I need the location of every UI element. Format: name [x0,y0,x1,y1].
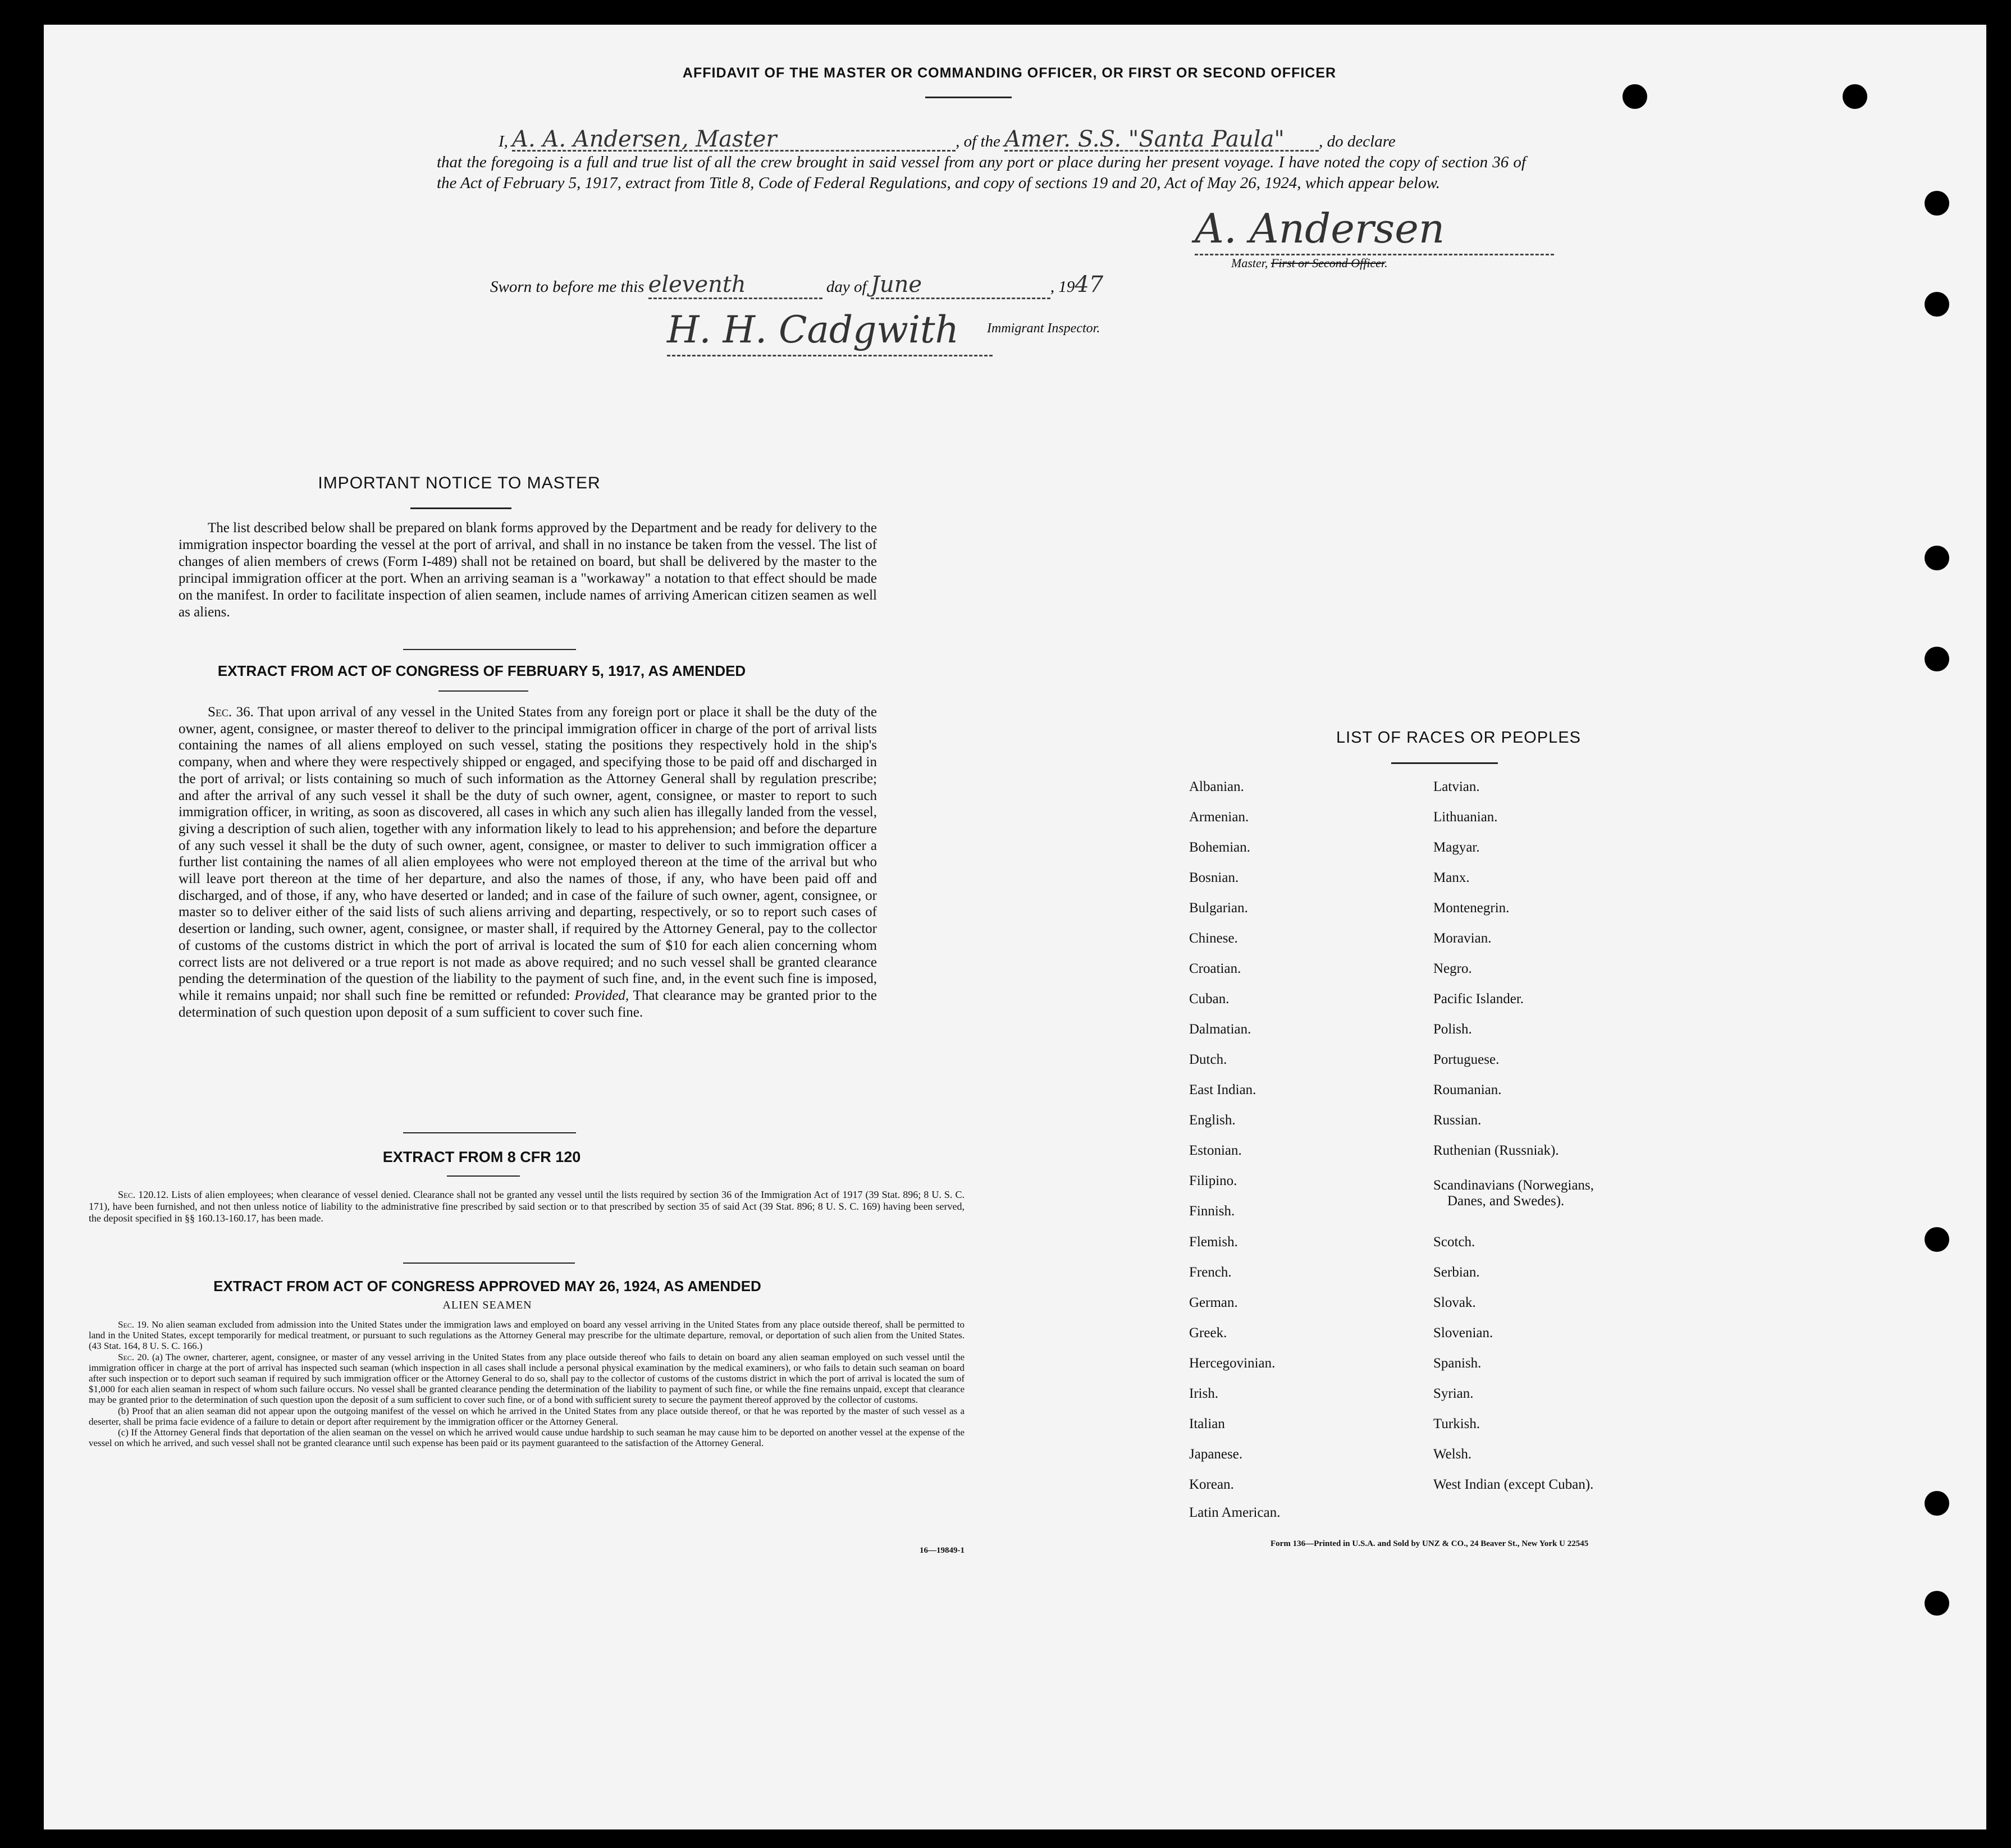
divider [447,1175,520,1177]
sworn-line [490,272,1103,299]
race-item: Bohemian. [1189,840,1251,855]
extract-1924-subtitle: ALIEN SEAMEN [442,1299,532,1311]
race-item: Danes, and Swedes). [1447,1193,1565,1209]
punch-hole [1925,546,1949,570]
race-item: Chinese. [1189,931,1238,946]
master-label-struck: First or Second Officer [1270,256,1385,270]
race-item: Russian. [1433,1113,1482,1128]
race-item: Flemish. [1189,1234,1238,1250]
sec-19-label: Sec. 19. [118,1319,149,1330]
race-item: English. [1189,1113,1236,1128]
form-code: 16—19849-1 [920,1546,965,1555]
race-item: Scandinavians (Norwegians, [1433,1178,1594,1193]
race-item: East Indian. [1189,1082,1256,1097]
punch-hole [1925,191,1949,216]
sec-36-end: That clearance may be granted prior to the determination of such question upon deposit of a sum sufficient to cover such fine. [179,987,877,1020]
races-title: LIST OF RACES OR PEOPLES [1336,729,1582,747]
master-signature: A. Andersen [1195,203,1554,255]
document-page [44,25,1986,1829]
punch-hole [1925,1591,1949,1616]
punch-hole [1925,1227,1949,1252]
sec-20a-text: (a) The owner, charterer, agent, consignee, or master of any vessel arriving in the United States from any place outside thereof who fails to detain on board any alien seaman employed on such vessel until the immigration officer in charge at the port of arrival has inspected such seaman (which inspection in all cases shall include a personal physical examination by the medical examiners), or who fails to detain such seaman on board after such inspection or to deport such seaman if required by such immigration officer or the Attorney General to do so, shall pay to the collector of customs of the customs district in which the port of arrival is located the sum of $1,000 for each alien seaman in respect of whom such failure occurs. No vessel shall be granted clearance pending the determination of the liability to payment of such fine, or while the fine remains unpaid, except that clearance may be granted prior to the determination of such question upon the deposit of a sum sufficient to cover such fine, or of a bond with sufficient surety to secure the payment thereof approved by the collector of customs. [89,1351,965,1406]
race-item: Manx. [1433,870,1470,885]
sec-36-text: That upon arrival of any vessel in the United States from any foreign port or place it shall be the duty of the owner, agent, consignee, or master thereof to deliver to the principal immigration officer in charge of the port of arrival lists containing the names of all aliens employed on such vessel, stating the positions they respectively hold in the ship's company, when and where they were respectively shipped or engaged, and specifying those to be paid off and discharged in the port of arrival; or lists containing so much of such information as the Attorney General shall by regulation prescribe; and after the arrival of any such vessel it shall be the duty of such owner, agent, consignee, or master to report to such immigration officer, in writing, as soon as discovered, all cases in which any such alien has illegally landed from the vessel, giving a description of such alien, together with any information likely to lead to his apprehension; and before the departure of any such vessel it shall be the duty of such owner, agent, consignee, or master to deliver to such immigration officer a further list containing the names of all alien employees who were not employed thereon at the time of the arrival but who will leave port thereon at the time of her departure, and also the names of those, if any, who have been paid off and discharged, and of those, if any, who have deserted or landed; and in case of the failure of such owner, agent, consignee, or master so to deliver either of the said lists of such aliens arriving and departing, respectively, or so to report such cases of desertion or landing, such owner, agent, consignee, or master shall, if required by the Attorney General, pay to the collector of customs of the customs district in which the port of arrival is located the sum of $10 for each alien concerning whom correct lists are not delivered or a true report is not made as above required; and no such vessel shall be granted clearance pending the determination of the question of the liability to the payment of such fine, and, in the event such fine is imposed, while it remains unpaid; nor shall such fine be remitted or refunded: [179,705,877,1003]
sec-20b-text: (b) Proof that an alien seaman did not appear upon the outgoing manifest of the vessel on which he arrived in the United States from any place outside thereof, or that he was reported by the master of such vessel as a deserter, shall be prima facie evidence of a failure to detain or deport after requirement by the immigration officer or the Attorney General. [89,1405,965,1427]
race-item: Cuban. [1189,991,1230,1007]
race-item: Ruthenian (Russniak). [1433,1143,1559,1158]
race-item: Filipino. [1189,1173,1237,1188]
punch-hole [1925,1491,1949,1516]
race-item: Roumanian. [1433,1082,1502,1097]
affidavit-body: that the foregoing is a full and true list of all the crew brought in said vessel from any port or place during her present voyage. I have noted the copy of section 36 of the Act of February 5, 1917, extract from Title 8, Code of Federal Regulations, and copy of sections 19 and 20, Act of May 26, 1924, which appear below. [437,153,1526,192]
inspector-signature: H. H. Cadgwith [667,305,993,356]
punch-hole [1622,84,1647,109]
extract-1924-body [89,1319,965,1448]
race-item: Magyar. [1433,840,1480,855]
divider [925,97,1012,98]
race-item: Serbian. [1433,1265,1480,1280]
punch-hole [1925,647,1949,671]
extract-cfr-title: EXTRACT FROM 8 CFR 120 [382,1149,581,1165]
race-item: German. [1189,1295,1238,1310]
race-item: Korean. [1189,1477,1234,1492]
divider [403,1132,576,1133]
sec-36-label: Sec. 36. [208,705,254,720]
race-item: Negro. [1433,961,1472,976]
day-of-label: day of [826,278,867,296]
extract-1917-body [179,704,877,1021]
race-item: Latvian. [1433,779,1480,794]
race-item: Portuguese. [1433,1052,1500,1067]
race-item: French. [1189,1265,1232,1280]
race-item: Armenian. [1189,809,1249,825]
sworn-month-field: June [871,272,1050,299]
race-item: Turkish. [1433,1416,1480,1431]
form-printer-line: Form 136—Printed in U.S.A. and Sold by UNZ & CO., 24 Beaver St., New York U 22545 [1270,1539,1589,1548]
race-item: Irish. [1189,1386,1219,1401]
notice-title: IMPORTANT NOTICE TO MASTER [318,474,601,492]
race-item: Hercegovinian. [1189,1356,1276,1371]
race-item: Slovenian. [1433,1325,1493,1341]
race-item: Greek. [1189,1325,1227,1341]
divider [403,649,576,650]
race-item: Bosnian. [1189,870,1239,885]
race-item: Italian [1189,1416,1225,1431]
master-label [1231,256,1388,271]
of-the-label: , of the [956,132,1000,150]
punch-hole [1925,292,1949,317]
race-item: Lithuanian. [1433,809,1498,825]
extract-1917-title: EXTRACT FROM ACT OF CONGRESS OF FEBRUARY 5, 1917, AS AMENDED [217,662,746,679]
affidavit-title: AFFIDAVIT OF THE MASTER OR COMMANDING OFFICER, OR FIRST OR SECOND OFFICER [682,65,1337,81]
extract-1924-title: EXTRACT FROM ACT OF CONGRESS APPROVED MAY 26, 1924, AS AMENDED [213,1278,761,1294]
race-item: Syrian. [1433,1386,1474,1401]
affidavit-statement [437,126,1526,194]
affidavit-pronoun: I, [499,132,508,150]
race-item: Finnish. [1189,1204,1235,1219]
master-label-prefix: Master, [1231,256,1268,270]
sec-19-text: No alien seaman excluded from admission into the United States under the immigration laws and employed on board any vessel arriving in the United States from any place outside thereof, shall be permitted to land in the United States, except temporarily for medical treatment, or pursuant to such regulations as the Attorney General may prescribe for the ultimate departure, removal, or deportation of such alien from the United States. (43 Stat. 164, 8 U. S. C. 166.) [89,1319,965,1352]
punch-hole [1843,84,1867,109]
race-item: Japanese. [1189,1447,1243,1462]
race-item: Scotch. [1433,1234,1475,1250]
vessel-name-field: Amer. S.S. "Santa Paula" [1004,129,1319,152]
sec-120-label: Sec. 120.12. [118,1189,169,1200]
race-item: Spanish. [1433,1356,1482,1371]
master-name-field: A. A. Andersen, Master [512,129,956,152]
sworn-day-field: eleventh [648,272,822,299]
sec-20-label: Sec. 20. [118,1351,149,1362]
divider [1391,762,1498,764]
divider [403,1263,575,1264]
divider [410,507,511,509]
race-item: Croatian. [1189,961,1241,976]
divider [438,690,528,692]
race-item: Montenegrin. [1433,900,1510,916]
year-prefix: , 19 [1050,278,1075,296]
race-item: Dutch. [1189,1052,1227,1067]
do-declare-label: , do declare [1319,132,1396,150]
extract-cfr-body [89,1189,965,1224]
race-item: Pacific Islander. [1433,991,1524,1007]
race-item: Dalmatian. [1189,1022,1251,1037]
provided-label: Provided, [574,987,629,1003]
race-item: Bulgarian. [1189,900,1248,916]
race-item: Latin American. [1189,1505,1281,1520]
race-item: Moravian. [1433,931,1492,946]
sec-120-text: Lists of alien employees; when clearance of vessel denied. Clearance shall not be granted any vessel until the lists required by section 36 of the Immigration Act of 1917 (39 Stat. 896; 8 U. S. C. 171), have been furnished, and not then unless notice of liability to the administrative fine prescribed by said section or to that prescribed by section 35 of said Act (39 Stat. 896; 8 U. S. C. 169) having been served, the deposit specified in §§ 160.13-160.17, has been made. [89,1189,965,1224]
race-item: Estonian. [1189,1143,1242,1158]
notice-body: The list described below shall be prepared on blank forms approved by the Department and be ready for delivery to the immigration inspector boarding the vessel at the port of arrival, and shall in no instance be taken from the vessel. The list of changes of alien members of crews (Form I-489) shall not be retained on board, but shall be delivered by the master to the principal immigration officer at the port. When an arriving seaman is a "workaway" a notation to that effect should be made on the manifest. In order to facilitate inspection of alien seamen, include names of arriving American citizen seamen as well as aliens. [179,520,877,620]
race-item: Albanian. [1189,779,1244,794]
race-item: Welsh. [1433,1447,1472,1462]
sworn-year-field: 47 [1075,272,1104,298]
race-item: West Indian (except Cuban). [1433,1477,1594,1492]
sworn-prefix: Sworn to before me this [490,278,645,296]
race-item: Slovak. [1433,1295,1476,1310]
race-item: Polish. [1433,1022,1472,1037]
master-label-suffix: . [1384,256,1388,270]
inspector-label: Immigrant Inspector. [987,321,1100,336]
sec-20c-text: (c) If the Attorney General finds that deportation of the alien seaman on the vessel on which he arrived would cause undue hardship to such seaman he may cause him to be deported on another vessel at the expense of the vessel on which he arrived, and such vessel shall not be granted clearance until such expense has been paid or its payment guaranteed to the satisfaction of the Attorney General. [89,1427,965,1449]
